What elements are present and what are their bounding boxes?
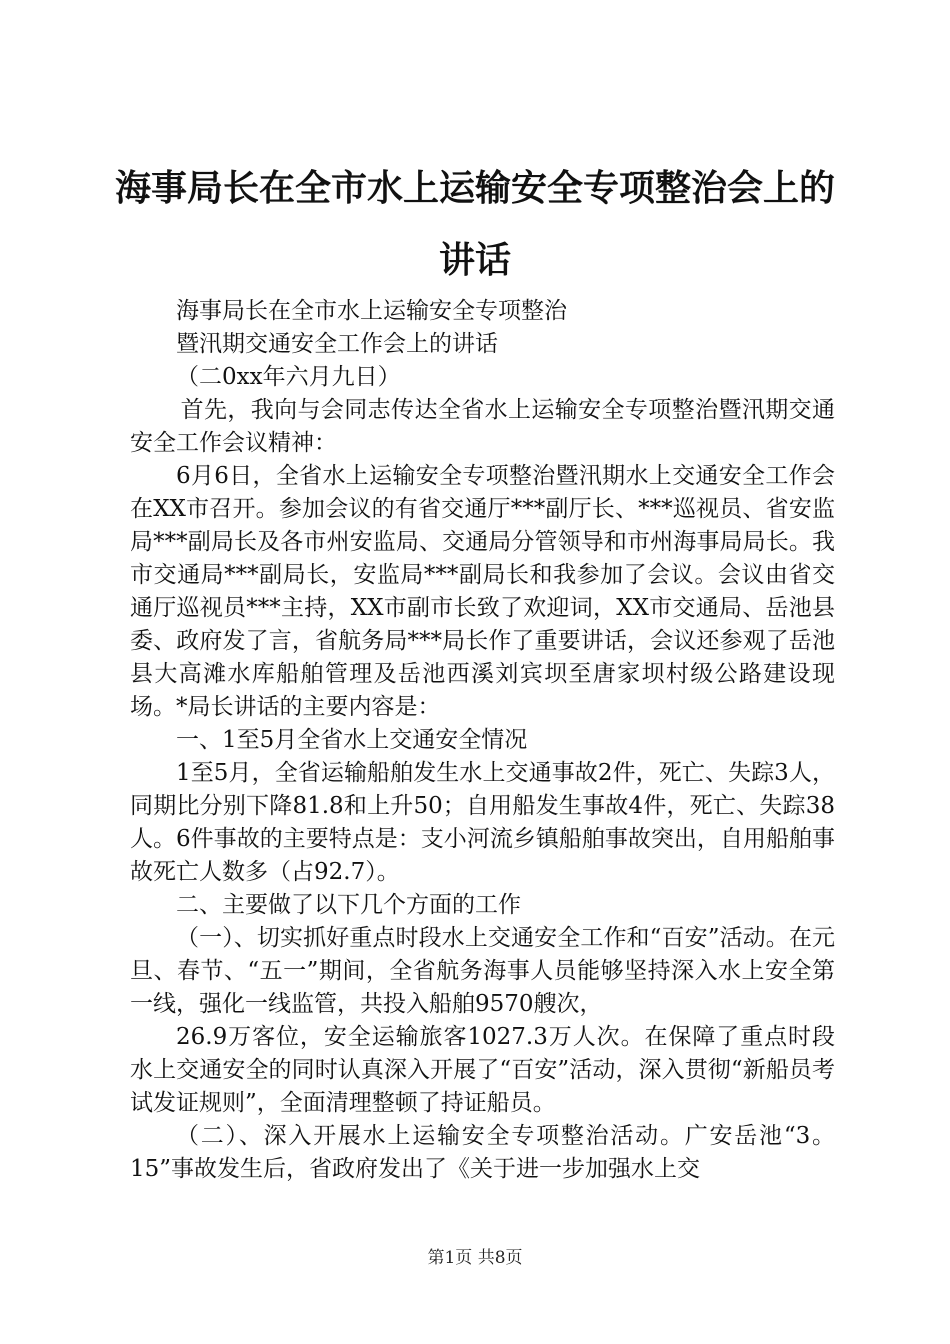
paragraph-meeting: 6月6日，全省水上运输安全专项整治暨汛期水上交通安全工作会在XX市召开。参加会议的有省交通厅***副厅长、***巡视员、省安监局***副局长及各市州安监局、交通局分管领导和市州海事局局长。我市交通局***副局长，安监局***副局长和我参加了会议。会议由省交通厅巡视员***主持，XX市副市长致了欢迎词，XX市交通局、岳池县委、政府发了言，省航务局***局长作了重要讲话，会议还参观了岳池县大高滩水库船舶管理及岳池西溪刘宾坝至唐家坝村级公路建设现场。*局长讲话的主要内容是： [130,463,835,720]
document-title: 海事局长在全市水上运输安全专项整治会上的讲话 [114,167,835,281]
paragraph-subtitle-1: 海事局长在全市水上运输安全专项整治 [176,298,567,324]
section-heading-2: 二、主要做了以下几个方面的工作 [176,892,521,918]
paragraph-item-1-continued: 26.9万客位，安全运输旅客1027.3万人次。在保障了重点时段水上交通安全的同时认真深入开展了“百安”活动，深入贯彻“新船员考试发证规则”，全面清理整顿了持证船员。 [130,1024,835,1116]
paragraph-subtitle-2: 暨汛期交通安全工作会上的讲话 [176,331,498,357]
paragraph-statistics: 1至5月，全省运输船舶发生水上交通事故2件，死亡、失踪3人，同期比分别下降81.8和上升50；自用船发生事故4件，死亡、失踪38人。6件事故的主要特点是：支小河流乡镇船舶事故突出，自用船舶事故死亡人数多（占92.7）。 [130,760,835,885]
paragraph-item-2: （二）、深入开展水上运输安全专项整治活动。广安岳池“3。15”事故发生后，省政府发出了《关于进一步加强水上交 [130,1123,835,1182]
paragraph-date: （二0xx年六月九日） [176,364,401,390]
page-number: 第1页 共8页 [427,1248,523,1268]
paragraph-item-1: （一）、切实抓好重点时段水上交通安全工作和“百安”活动。在元旦、春节、“五一”期间，全省航务海事人员能够坚持深入水上安全第一线，强化一线监管，共投入船舶9570艘次， [130,925,835,1017]
section-heading-1: 一、1至5月全省水上交通安全情况 [176,727,528,753]
document-body [130,295,835,1186]
paragraph-intro: 首先，我向与会同志传达全省水上运输安全专项整治暨汛期交通安全工作会议精神： [130,397,835,456]
